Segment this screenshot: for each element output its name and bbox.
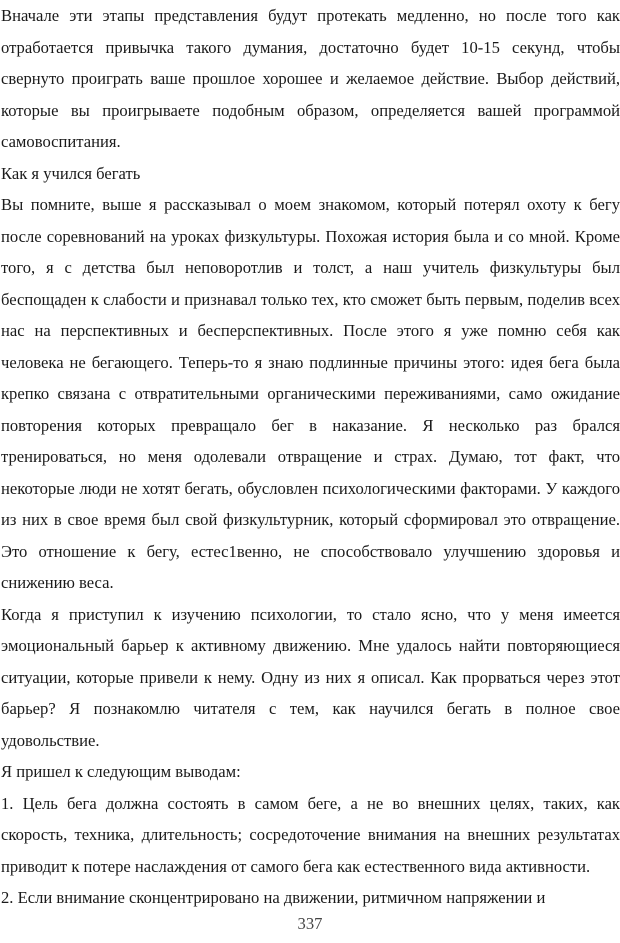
- list-item-1: 1. Цель бега должна состоять в самом беге, а не во внешних целях, таких, как скорость, техника, длительность; сосредоточение внимания на внешних результатах приводит к потере наслаждения от самого бега как естественного вида активности.: [1, 793, 620, 876]
- body-text: [1, 0, 620, 914]
- paragraph-intro: Вначале эти этапы представления будут протекать медленно, но после того как отработается привычка такого думания, достаточно будет 10-15 секунд, чтобы свернуто проиграть ваше прошлое хорошее и желаемое действие. Выбор действий, которые вы проигрываете подобным образом, определяется вашей программой самовоспитания.: [1, 6, 620, 151]
- paragraph-conclusions-intro: Я пришел к следующим выводам:: [1, 762, 241, 781]
- paragraph-story: Вы помните, выше я рассказывал о моем знакомом, который потерял охоту к бегу после соревнований на уроках физкультуры. Похожая история была и со мной. Кроме того, я с детства был неповоротлив и толст, а наш учитель физкультуры был беспощаден к слабости и признавал только тех, кто сможет быть первым, поделив всех нас на перспективных и бесперспективных. После этого я уже помню себя как человека не бегающего. Теперь-то я знаю подлинные причины этого: идея бега была крепко связана с отвратительными органическими переживаниями, само ожидание повторения которых превращало бег в наказание. Я несколько раз брался тренироваться, но меня одолевали отвращение и страх. Думаю, тот факт, что некоторые люди не хотят бегать, обусловлен психологическими факторами. У каждого из них в свое время был свой физкультурник, который сформировал это отвращение. Это отношение к бегу, естес1венно, не способствовало улучшению здоровья и снижению веса.: [1, 195, 620, 592]
- paragraph-barrier: Когда я приступил к изучению психологии, то стало ясно, что у меня имеется эмоциональный барьер к активному движению. Мне удалось найти повторяющиеся ситуации, которые привели к нему. Одну из них я описал. Как прорваться через этот барьер? Я познакомлю читателя с тем, как научился бегать в полное свое удовольствие.: [1, 604, 620, 750]
- list-item-2: 2. Если внимание сконцентрировано на движении, ритмичном напряжении и: [1, 888, 546, 907]
- section-heading: Как я учился бегать: [1, 163, 141, 183]
- page-number: 337: [297, 914, 323, 933]
